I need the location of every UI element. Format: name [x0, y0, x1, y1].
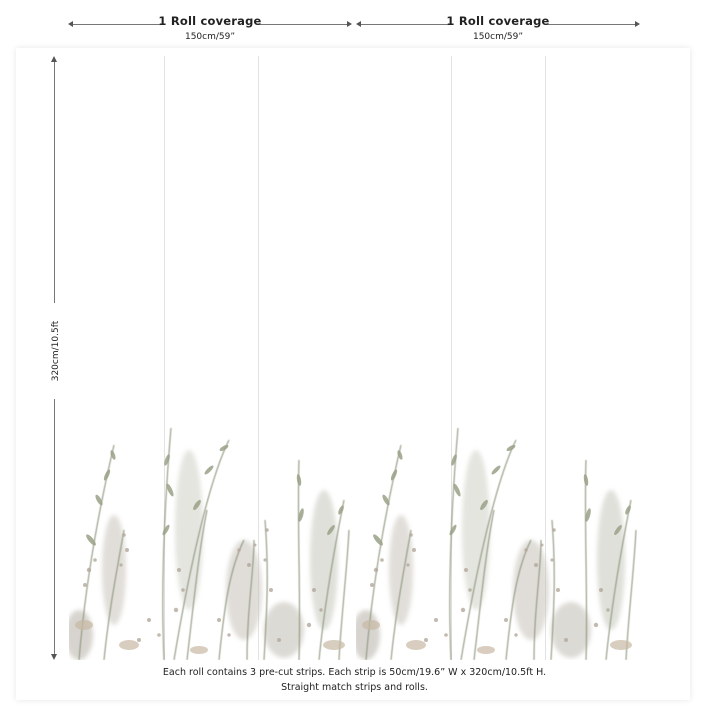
- caption-match-info: Straight match strips and rolls.: [281, 682, 428, 693]
- roll-coverage-dimension-2: [356, 14, 640, 44]
- grass-pattern-image: [356, 420, 639, 660]
- roll-coverage-width: 150cm/59”: [472, 32, 524, 42]
- wallpaper-roll-2: [356, 56, 639, 660]
- arrow-down-icon: [51, 654, 57, 660]
- grass-pattern-image: [69, 420, 352, 660]
- roll-coverage-title: 1 Roll coverage: [158, 14, 262, 28]
- wallpaper-roll-1: [69, 56, 352, 660]
- roll-coverage-dimension-1: [68, 14, 352, 44]
- height-label: 320cm/10.5ft: [51, 303, 61, 399]
- roll-coverage-title: 1 Roll coverage: [446, 14, 550, 28]
- caption-strip-info: Each roll contains 3 pre-cut strips. Each strip is 50cm/19.6” W x 320cm/10.5ft H.: [162, 667, 547, 678]
- roll-coverage-width: 150cm/59”: [184, 32, 236, 42]
- height-dimension: [48, 56, 62, 660]
